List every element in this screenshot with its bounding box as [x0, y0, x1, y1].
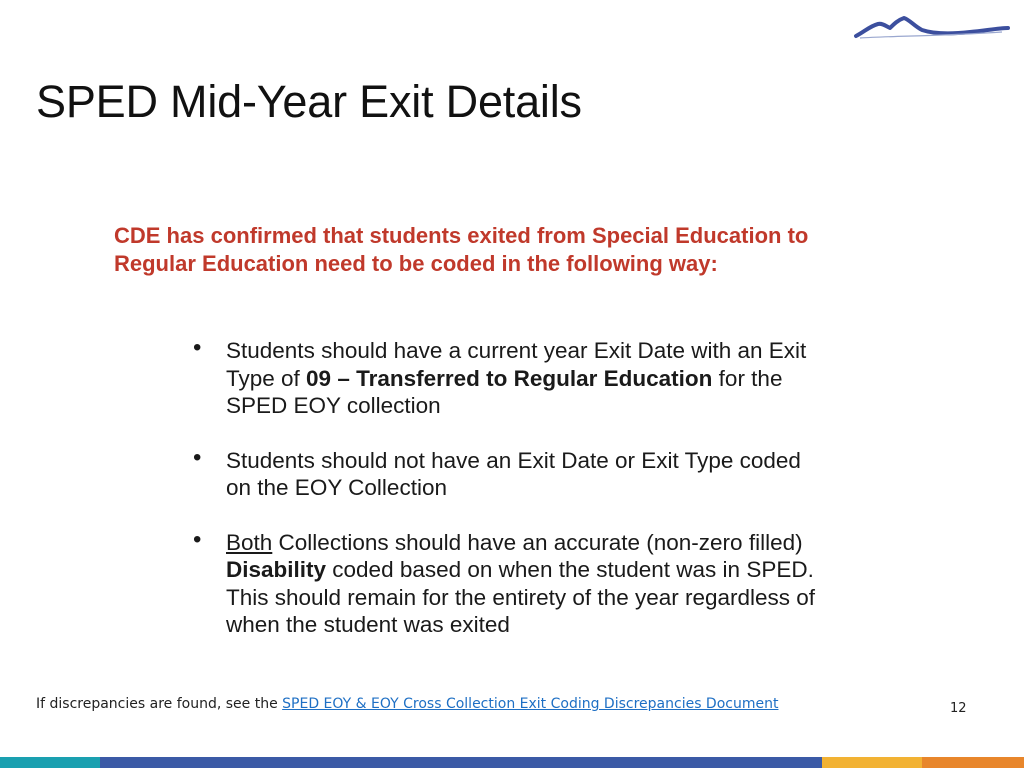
- color-bar-segment: [922, 757, 1024, 768]
- bullet-dot-icon: •: [193, 443, 202, 471]
- bullet-item-disability: [190, 525, 830, 639]
- footer-note: [36, 696, 778, 712]
- bullet-item-no-exit: [190, 443, 830, 502]
- decorative-color-bar: [0, 757, 1024, 768]
- page-number: 12: [950, 701, 967, 716]
- color-bar-segment: [822, 757, 922, 768]
- intro-text: CDE has confirmed that students exited from Special Education to Regular Education need to be coded in the following way:: [114, 223, 809, 276]
- bullet-text: Collections should have an accurate (non-zero filled): [272, 529, 803, 555]
- mountain-logo-icon: [852, 14, 1012, 44]
- discrepancies-document-link[interactable]: SPED EOY & EOY Cross Collection Exit Coding Discrepancies Document: [282, 696, 779, 712]
- exit-type-code: 09 – Transferred to Regular Education: [306, 365, 713, 391]
- bullet-dot-icon: •: [193, 525, 202, 553]
- color-bar-segment: [0, 757, 100, 768]
- color-bar-segment: [100, 757, 822, 768]
- bullet-text: for the SPED EOY collection: [226, 365, 783, 418]
- bullet-list: [190, 334, 830, 666]
- disability-term: Disability: [226, 557, 327, 582]
- footer-prefix: If discrepancies are found, see the: [36, 696, 283, 712]
- slide-title: SPED Mid-Year Exit Details: [36, 76, 582, 127]
- bullet-item-exit-date: [190, 334, 830, 420]
- bullet-dot-icon: •: [193, 334, 202, 361]
- bullet-text: Students should have a current year Exit Date with an Exit Type of: [226, 338, 807, 391]
- bullet-text: coded based on when the student was in SPED. This should remain for the entirety of the year regardless of when the student was exited: [226, 557, 816, 637]
- emphasis-both: Both: [226, 529, 273, 555]
- bullet-text: Students should not have an Exit Date or Exit Type coded on the EOY Collection: [226, 447, 801, 500]
